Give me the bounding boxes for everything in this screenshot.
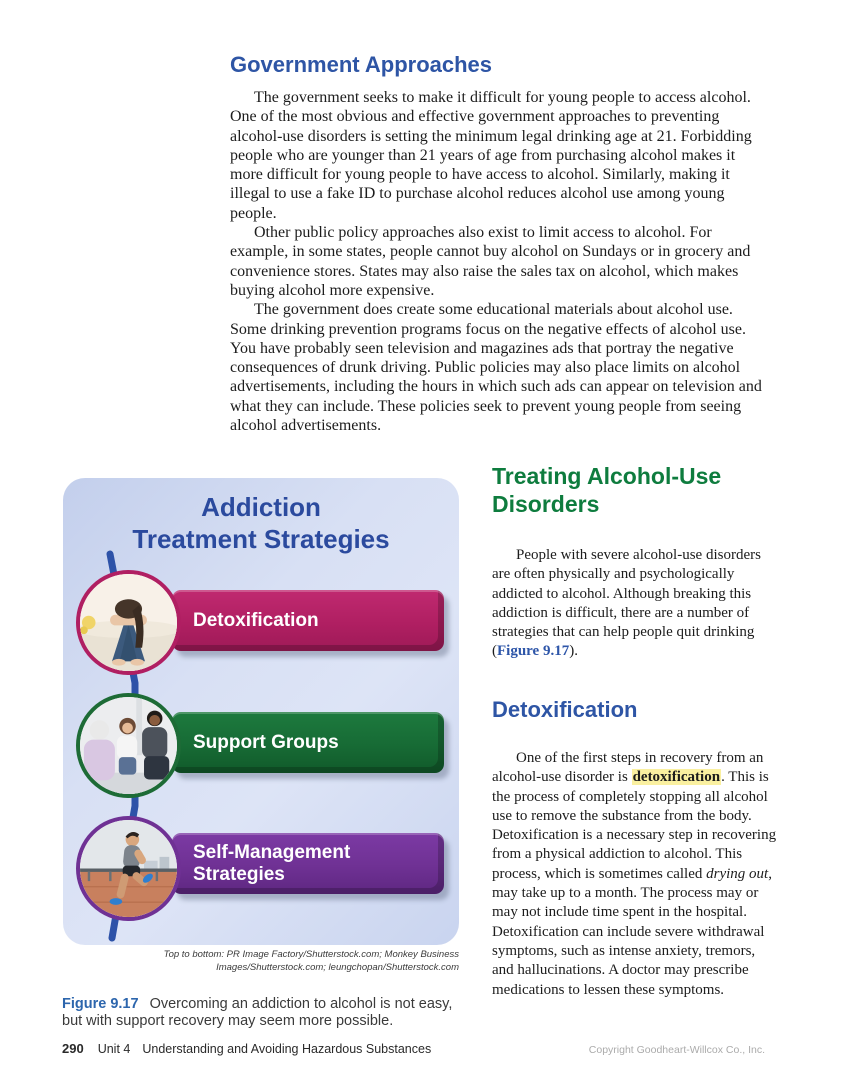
copyright-notice: Copyright Goodheart-Willcox Co., Inc. — [588, 1044, 765, 1056]
banner-label: Detoxification — [193, 609, 319, 631]
photo-support-group-illustration — [80, 697, 177, 794]
paragraph: Other public policy approaches also exist to limit access to alcohol. For example, in some states, people cannot buy alcohol on Sundays or in grocery and convenience stores. States may also raise the sales tax on alcohol, which makes buying alcohol more expensive. — [230, 224, 751, 299]
photo-depressed-woman — [76, 570, 181, 675]
section-heading-government-approaches: Government Approaches — [230, 52, 493, 77]
figure-title-line1: Addiction — [201, 492, 321, 522]
strategy-banner-detoxification — [172, 590, 444, 651]
section-heading-detoxification: Detoxification — [492, 697, 638, 722]
unit-label: Unit 4 — [97, 1042, 131, 1056]
figure-title-line2: Treatment Strategies — [132, 524, 390, 554]
paragraph: The government does create some educational materials about alcohol use. Some drinking prevention programs focus on the negative effects of alcohol use. You have probably seen television and magazines ads that portray the negative consequences of drunk driving. Public policies may also place limits on alcohol advertisements, including the hours in which such ads can appear on television and what they can include. These policies seek to prevent young people from seeing alcohol advertisements. — [230, 301, 762, 435]
photo-man-running-illustration — [80, 820, 177, 917]
paragraph: The government seeks to make it difficult for young people to access alcohol. One of the most obvious and effective government approaches to preventing alcohol-use disorders is setting the minimum legal drinking age at 21. Forbidding people who are younger than 21 years of age from purchasing alcohol makes it more difficult for young people to have access to alcohol. Similarly, making it illegal to use a fake ID to purchase alcohol reduces alcohol use among young people. — [230, 89, 752, 222]
figure-caption — [62, 996, 468, 1031]
figure-photo-credit: Top to bottom: PR Image Factory/Shutterstock.com; Monkey Business Images/Shutterstock.com; leungchopan/Shutterstock.com — [163, 949, 459, 973]
banner-label: Support Groups — [193, 731, 339, 753]
figure-title — [63, 491, 459, 555]
photo-man-running — [76, 816, 181, 921]
figure-caption-label: Figure 9.17 — [62, 995, 139, 1012]
photo-support-group — [76, 693, 181, 798]
page-number: 290 — [62, 1041, 84, 1056]
figure-917-panel — [63, 478, 459, 945]
footer-left — [62, 1041, 431, 1056]
detoxification-paragraph: One of the first steps in recovery from an alcohol-use disorder is detoxification. This is the process of completely stopping all alcohol use to remove the substance from the body. Detoxification is a necessary step in recovering from a physical addiction to alcohol. This process, which is sometimes called drying out, may take up to a month. The process may or may not include time spent in the hospital. Detoxification can include severe withdrawal symptoms, such as intense anxiety, tremors, and hallucinations. A doctor may prescribe medications to lessen these symptoms. — [492, 750, 777, 998]
banner-label: Self-Management Strategies — [193, 841, 351, 885]
section-heading-treating-alcohol-use-disorders: Treating Alcohol-Use Disorders — [492, 463, 722, 517]
strategy-banner-support-groups — [172, 712, 444, 773]
treating-paragraph: People with severe alcohol-use disorders are often physically and psychologically addicted to alcohol. Although breaking this addiction is difficult, there are a number of strategies that can help people quit drinking (Figure 9.17). — [492, 547, 761, 660]
figure-caption-text: Overcoming an addiction to alcohol is not easy, but with support recovery may seem more possible. — [62, 995, 453, 1029]
photo-depressed-woman-illustration — [80, 574, 177, 671]
government-body-text — [230, 88, 767, 435]
unit-title: Understanding and Avoiding Hazardous Substances — [142, 1042, 432, 1056]
strategy-banner-self-management — [172, 833, 444, 894]
page-footer — [62, 1041, 765, 1056]
